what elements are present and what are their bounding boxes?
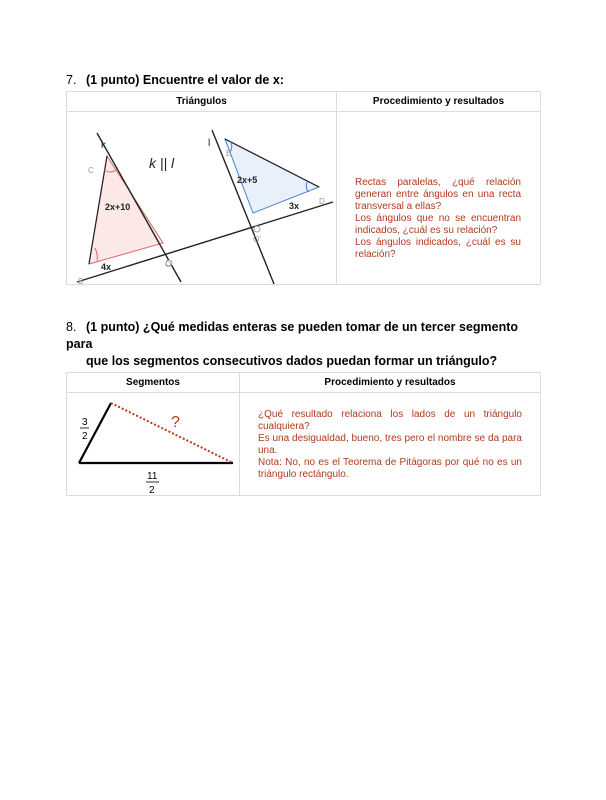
- q7-answer-line-1: Rectas paralelas, ¿qué relación generan entre ángulos en una recta transversal a ellas?: [355, 177, 521, 212]
- label-O: O: [165, 260, 172, 269]
- label-k: k: [101, 140, 106, 151]
- q7-answer-text: [355, 177, 521, 261]
- q8-segments-figure: [67, 393, 240, 495]
- question-8-text-line-1: (1 punto) ¿Qué medidas enteras se pueden tomar de un tercer segmento para: [66, 320, 519, 351]
- q8-header-procedure: Procedimiento y resultados: [240, 373, 541, 393]
- point-O-prime: [254, 226, 260, 232]
- q8-answer-text: [258, 409, 522, 481]
- q7-parallel-lines-figure: [67, 112, 337, 284]
- side-a-denominator: 2: [82, 431, 88, 442]
- question-8-table: [66, 372, 541, 496]
- q8-answer-cell: [240, 393, 541, 496]
- question-8-text-line-2: que los segmentos consecutivos dados puedan formar un triángulo?: [86, 354, 498, 368]
- q8-answer-line-3: Nota: No, no es el Teorema de Pitágoras por qué no es un triángulo rectángulo.: [258, 457, 522, 480]
- unknown-side-mark: ?: [171, 414, 180, 431]
- q7-figure-cell: [67, 112, 337, 285]
- parallel-label: k || l: [149, 155, 175, 171]
- q7-header-procedure: Procedimiento y resultados: [337, 92, 541, 112]
- label-l: l: [208, 138, 211, 149]
- q8-answer-line-2: Es una desigualdad, bueno, tres pero el nombre se da para una.: [258, 433, 522, 456]
- q8-figure-cell: [67, 393, 240, 496]
- label-O-prime: O': [253, 235, 261, 244]
- q8-header-segments: Segmentos: [67, 373, 240, 393]
- label-D: D: [319, 197, 325, 206]
- label-C: C: [88, 166, 94, 175]
- label-E: E: [226, 149, 232, 158]
- q7-answer-line-2: Los ángulos que no se encuentran indicados, ¿cuál es su relación?: [355, 213, 521, 236]
- side-b-numerator: 11: [147, 471, 158, 482]
- question-7-number: 7.: [66, 73, 77, 87]
- question-7-title: [66, 72, 284, 89]
- angle-2x5: 2x+5: [237, 175, 258, 185]
- question-8-number: 8.: [66, 320, 77, 334]
- label-B: B: [78, 277, 84, 284]
- question-7-text: (1 punto) Encuentre el valor de x:: [86, 73, 284, 87]
- side-b-denominator: 2: [149, 485, 155, 495]
- side-a-numerator: 3: [82, 417, 88, 428]
- q7-header-triangles: Triángulos: [67, 92, 337, 112]
- question-7-table: [66, 91, 541, 285]
- q8-answer-line-1: ¿Qué resultado relaciona los lados de un triángulo cualquiera?: [258, 409, 522, 432]
- q7-answer-cell: [337, 112, 541, 285]
- q7-answer-line-3: Los ángulos indicados, ¿cuál es su relación?: [355, 237, 521, 260]
- angle-4x: 4x: [101, 262, 112, 272]
- angle-3x: 3x: [289, 201, 300, 211]
- question-8-title: [66, 319, 546, 370]
- segment-unknown-dotted: [111, 403, 233, 463]
- angle-2x10: 2x+10: [105, 202, 131, 212]
